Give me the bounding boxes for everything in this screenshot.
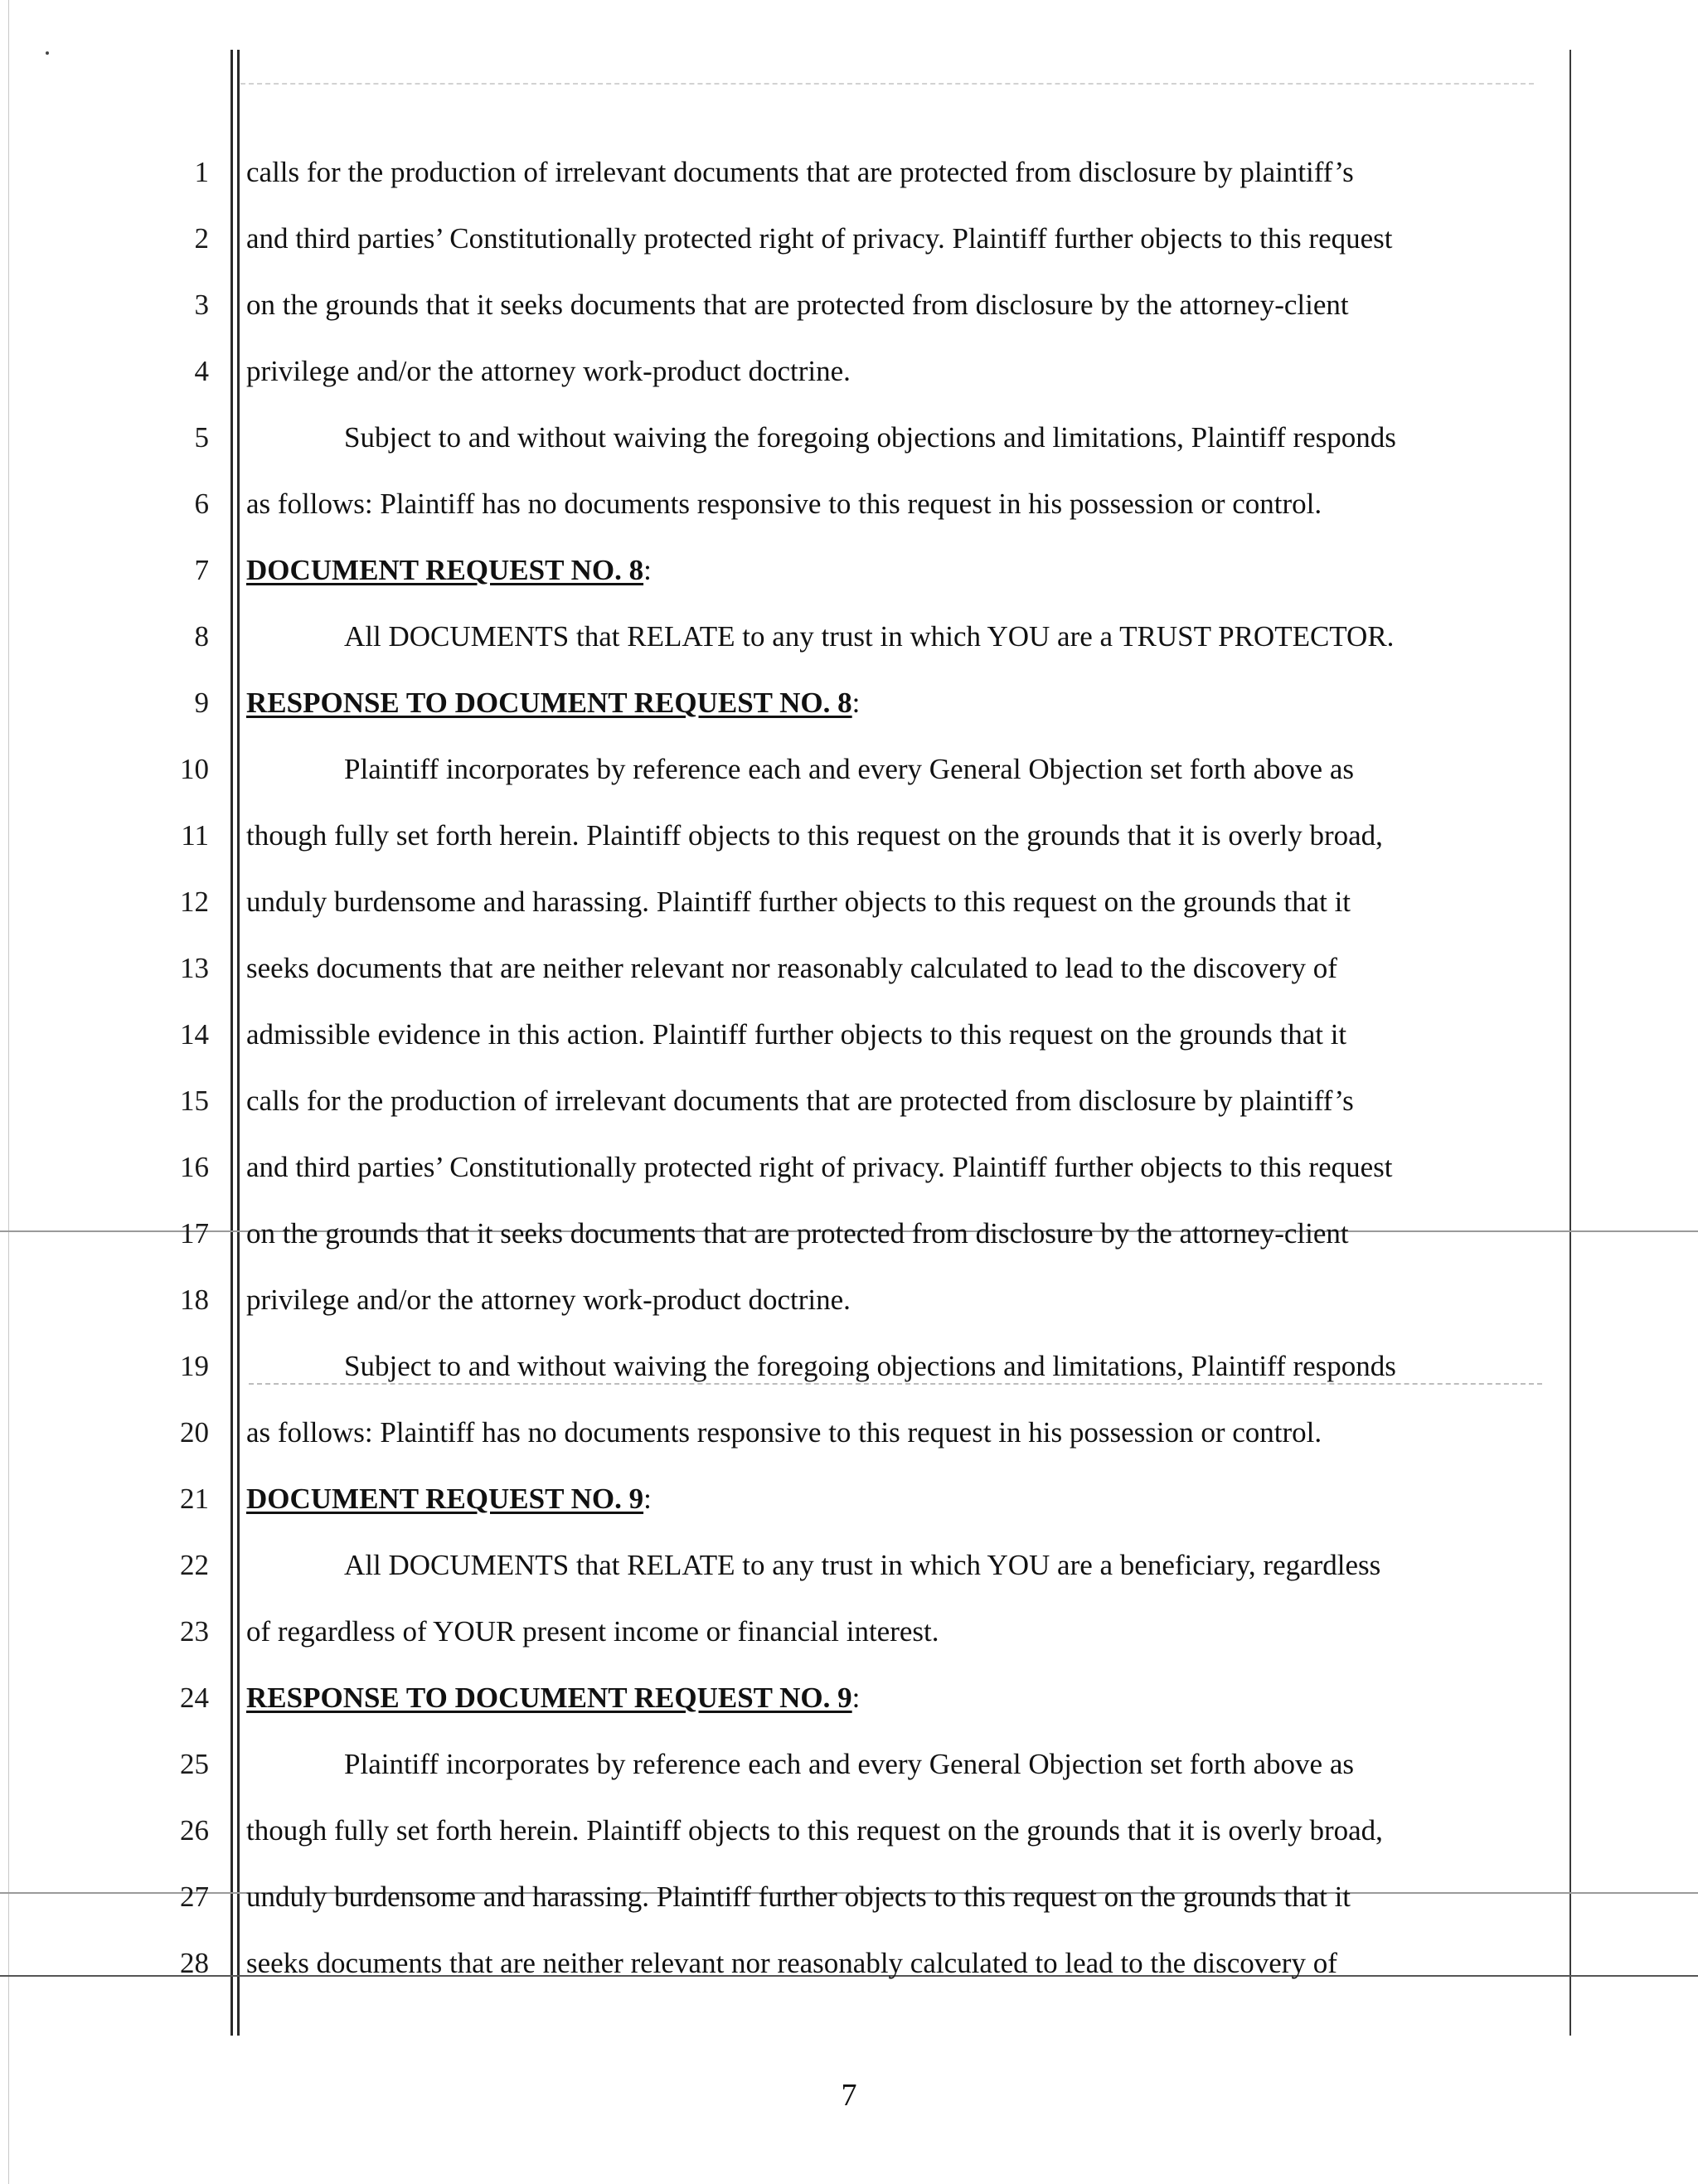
text-line: admissible evidence in this action. Plaintiff further objects to this request on the grounds that it: [246, 1018, 1347, 1051]
text-line: as follows: Plaintiff has no documents responsive to this request in his possession or control.: [246, 1416, 1322, 1449]
text-line: as follows: Plaintiff has no documents responsive to this request in his possession or control.: [246, 488, 1322, 520]
line-number: 4: [194, 355, 209, 387]
line-number: 8: [194, 620, 209, 653]
line-number: 14: [180, 1018, 209, 1051]
text-line: privilege and/or the attorney work-product doctrine.: [246, 355, 851, 387]
heading-text: RESPONSE TO DOCUMENT REQUEST NO. 8: [246, 687, 852, 719]
line-number: 18: [180, 1284, 209, 1316]
text-line: unduly burdensome and harassing. Plaintiff further objects to this request on the grounds that it: [246, 1881, 1351, 1913]
text-line: on the grounds that it seeks documents that are protected from disclosure by the attorney-client: [246, 1217, 1349, 1250]
scan-speck: [46, 51, 49, 55]
page-number: 7: [841, 2078, 857, 2113]
section-heading: [246, 1682, 1565, 1715]
text-line: on the grounds that it seeks documents that are protected from disclosure by the attorney-client: [246, 289, 1349, 321]
line-number: 25: [180, 1748, 209, 1780]
text-line: though fully set forth herein. Plaintiff objects to this request on the grounds that it is overly broad,: [246, 1814, 1383, 1847]
section-heading: [246, 687, 1565, 720]
text-line: All DOCUMENTS that RELATE to any trust in which YOU are a beneficiary, regardless: [344, 1549, 1381, 1581]
line-number: 16: [180, 1151, 209, 1183]
line-number: 10: [180, 753, 209, 785]
heading-colon: :: [643, 554, 652, 586]
line-number: 24: [180, 1682, 209, 1714]
text-line: Subject to and without waiving the foregoing objections and limitations, Plaintiff responds: [344, 421, 1396, 454]
text-line: calls for the production of irrelevant documents that are protected from disclosure by plaintiff’s: [246, 156, 1354, 188]
text-line: privilege and/or the attorney work-product doctrine.: [246, 1284, 851, 1316]
line-number: 27: [180, 1881, 209, 1913]
text-line: of regardless of YOUR present income or financial interest.: [246, 1615, 939, 1648]
line-number: 11: [181, 819, 209, 852]
text-line: Subject to and without waiving the foregoing objections and limitations, Plaintiff responds: [344, 1350, 1396, 1382]
line-number: 2: [194, 222, 209, 255]
text-line: calls for the production of irrelevant documents that are protected from disclosure by plaintiff’s: [246, 1085, 1354, 1117]
heading-colon: :: [851, 1682, 861, 1714]
heading-text: DOCUMENT REQUEST NO. 8: [246, 554, 644, 586]
line-number: 22: [180, 1549, 209, 1581]
heading-colon: :: [643, 1483, 652, 1515]
line-number: 28: [180, 1947, 209, 1979]
text-line: All DOCUMENTS that RELATE to any trust in which YOU are a TRUST PROTECTOR.: [344, 620, 1395, 653]
line-number: 15: [180, 1085, 209, 1117]
scan-artifact-line: [240, 83, 1534, 85]
margin-rule-right: [1569, 50, 1571, 2036]
line-number: 1: [194, 156, 209, 188]
section-heading: [246, 554, 1565, 587]
line-number: 17: [180, 1217, 209, 1250]
text-line: Plaintiff incorporates by reference each and every General Objection set forth above as: [344, 753, 1354, 785]
section-heading: [246, 1483, 1565, 1516]
line-number: 21: [180, 1483, 209, 1515]
line-number: 19: [180, 1350, 209, 1382]
line-number: 26: [180, 1814, 209, 1847]
heading-colon: :: [851, 687, 861, 719]
line-number: 9: [194, 687, 209, 719]
text-line: unduly burdensome and harassing. Plaintiff further objects to this request on the grounds that it: [246, 886, 1351, 918]
line-number: 13: [180, 952, 209, 984]
margin-rule-left-inner: [237, 50, 240, 2036]
line-number: 23: [180, 1615, 209, 1648]
line-number: 3: [194, 289, 209, 321]
line-number: 6: [194, 488, 209, 520]
page-edge-line: [8, 0, 9, 2184]
line-number: 12: [180, 886, 209, 918]
text-line: seeks documents that are neither relevant nor reasonably calculated to lead to the discovery of: [246, 1947, 1337, 1979]
line-number: 20: [180, 1416, 209, 1449]
text-line: though fully set forth herein. Plaintiff objects to this request on the grounds that it is overly broad,: [246, 819, 1383, 852]
heading-text: DOCUMENT REQUEST NO. 9: [246, 1483, 644, 1515]
line-number: 5: [194, 421, 209, 454]
line-number: 7: [194, 554, 209, 586]
scan-artifact-line: [249, 1383, 1542, 1385]
text-line: seeks documents that are neither relevant nor reasonably calculated to lead to the discovery of: [246, 952, 1337, 984]
heading-text: RESPONSE TO DOCUMENT REQUEST NO. 9: [246, 1682, 852, 1714]
text-line: and third parties’ Constitutionally protected right of privacy. Plaintiff further objects to this request: [246, 1151, 1393, 1183]
text-line: Plaintiff incorporates by reference each and every General Objection set forth above as: [344, 1748, 1354, 1780]
margin-rule-left: [230, 50, 233, 2036]
text-line: and third parties’ Constitutionally protected right of privacy. Plaintiff further objects to this request: [246, 222, 1393, 255]
